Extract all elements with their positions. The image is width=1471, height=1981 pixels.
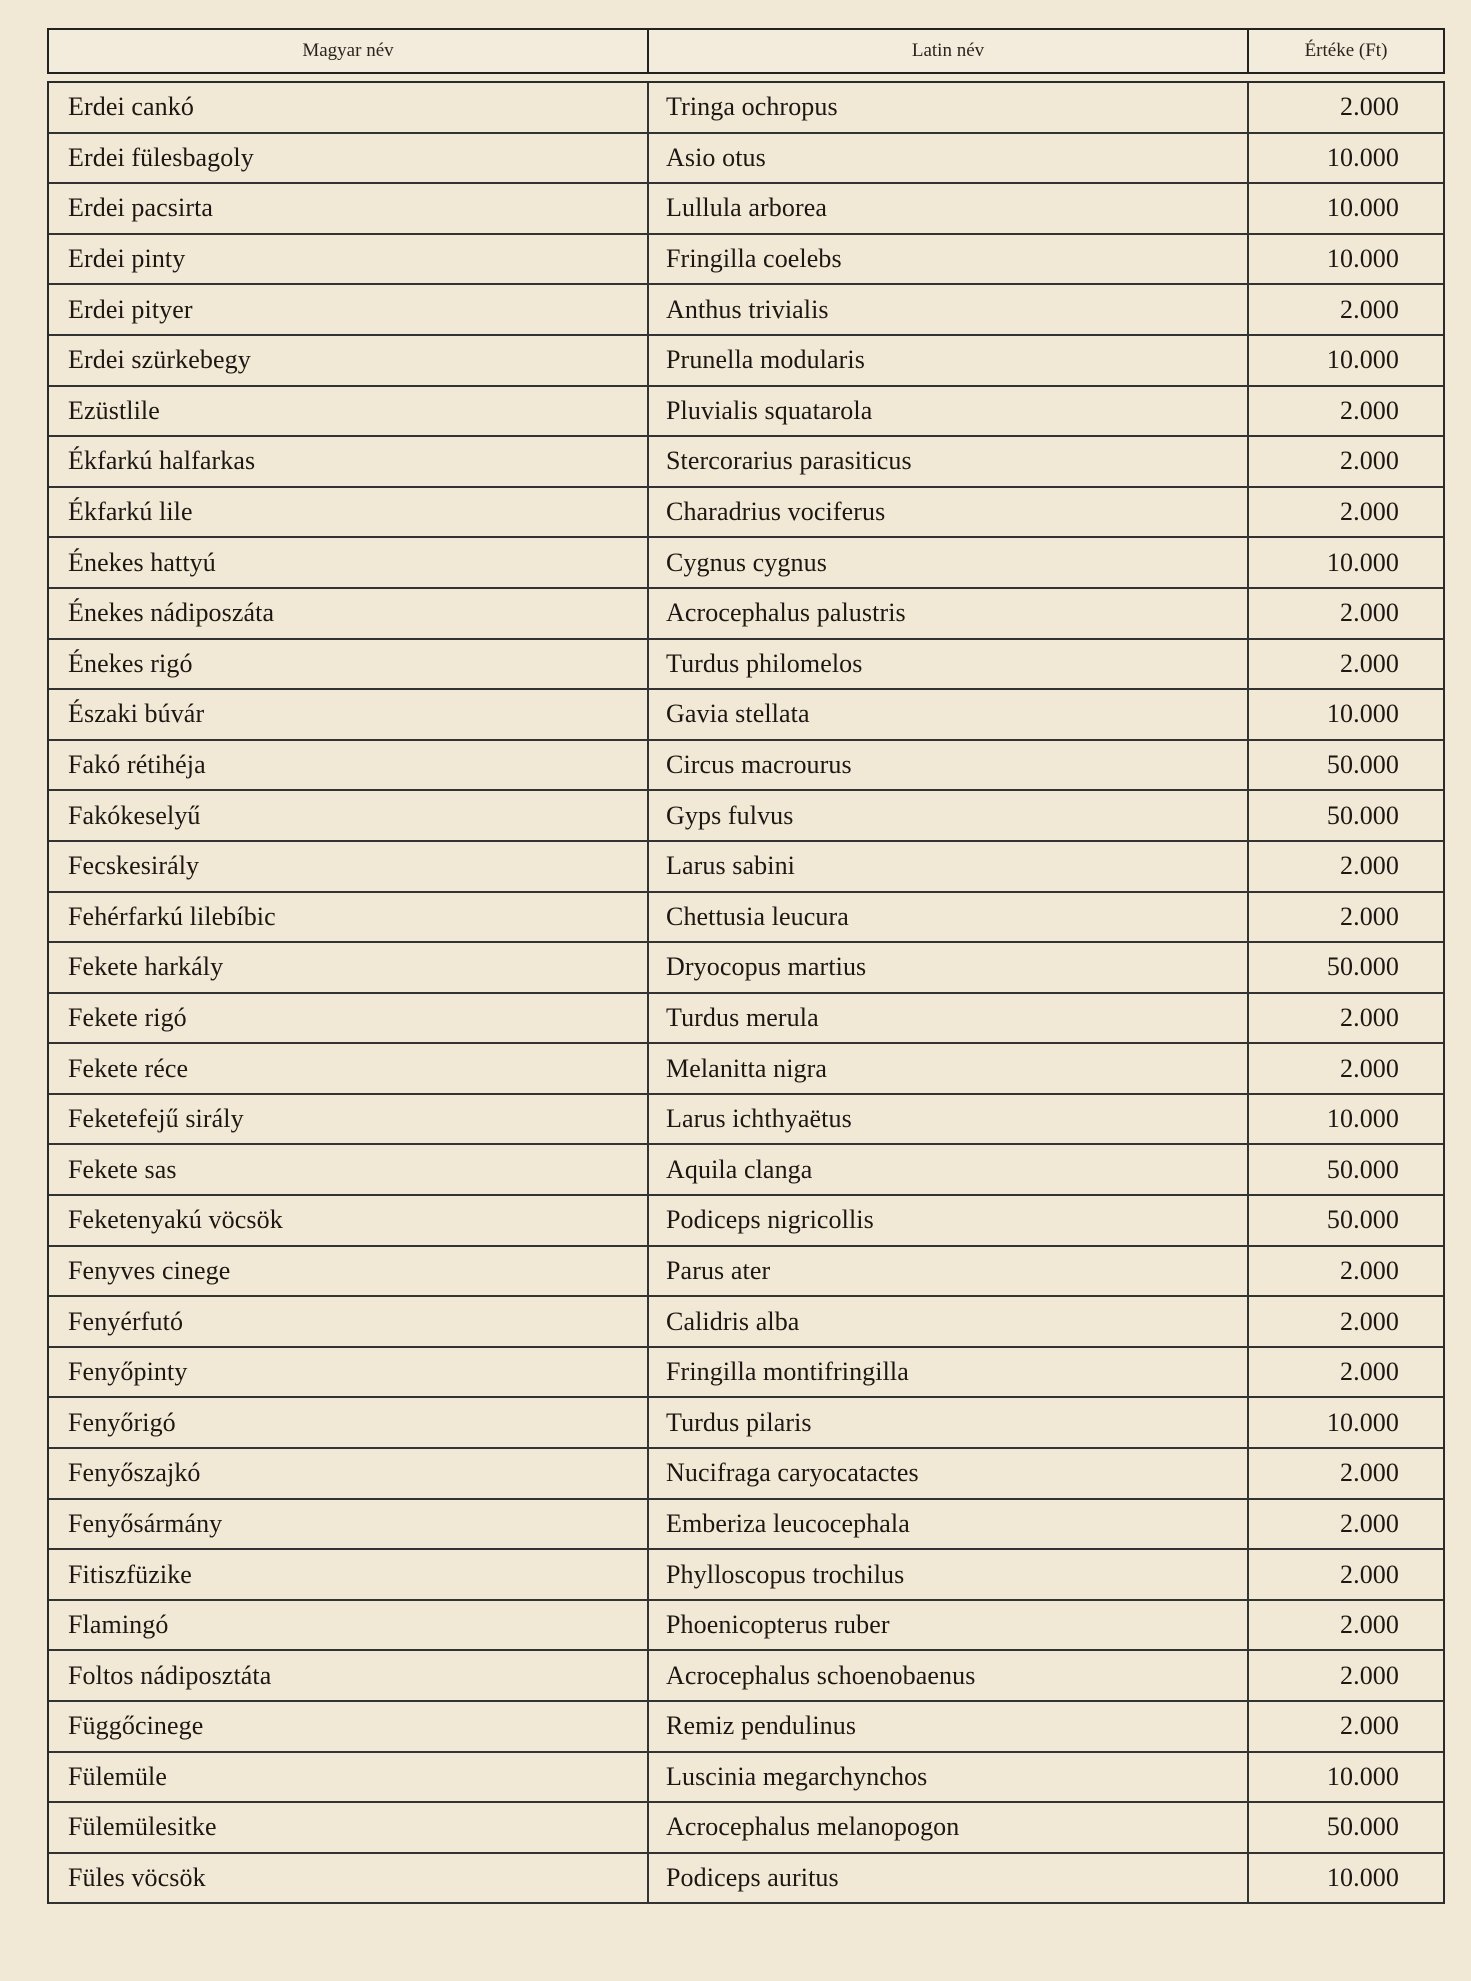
- table-row: [49, 1247, 1443, 1298]
- hungarian-name-cell: Énekes nádiposzáta: [68, 598, 275, 628]
- value-cell: 2.000: [1247, 1247, 1443, 1296]
- table-row: [49, 488, 1443, 539]
- value-cell: 10.000: [1247, 1095, 1443, 1144]
- hungarian-name-cell: Fekete sas: [68, 1154, 177, 1184]
- latin-name-cell: Stercorarius parasiticus: [647, 437, 1247, 486]
- table-row: [49, 1500, 1443, 1551]
- hungarian-name-cell: Ezüstlile: [68, 395, 160, 425]
- hungarian-name-cell: Feketefejű sirály: [68, 1104, 244, 1134]
- hungarian-name-cell: Füles vöcsök: [68, 1863, 206, 1893]
- value-cell: 2.000: [1247, 437, 1443, 486]
- value-cell: 2.000: [1247, 1297, 1443, 1346]
- table-row: [49, 1651, 1443, 1702]
- value-cell: 10.000: [1247, 1753, 1443, 1802]
- hungarian-name-cell: Ékfarkú lile: [68, 497, 193, 527]
- latin-name-cell: Podiceps nigricollis: [647, 1196, 1247, 1245]
- table-row: [49, 842, 1443, 893]
- value-cell: 50.000: [1247, 1196, 1443, 1245]
- hungarian-name-cell: Fenyves cinege: [68, 1255, 231, 1285]
- value-cell: 2.000: [1247, 1702, 1443, 1751]
- latin-name-cell: Acrocephalus schoenobaenus: [647, 1651, 1247, 1700]
- latin-name-cell: Larus ichthyaëtus: [647, 1095, 1247, 1144]
- hungarian-name-cell: Fakókeselyű: [68, 800, 201, 830]
- table-row: [49, 690, 1443, 741]
- value-cell: 2.000: [1247, 1651, 1443, 1700]
- latin-name-cell: Turdus merula: [647, 994, 1247, 1043]
- hungarian-name-cell: Erdei pityer: [68, 294, 193, 324]
- table-row: [49, 1753, 1443, 1804]
- latin-name-cell: Gavia stellata: [647, 690, 1247, 739]
- value-cell: 2.000: [1247, 842, 1443, 891]
- value-cell: 10.000: [1247, 336, 1443, 385]
- hungarian-name-cell: Fülemülesitke: [68, 1812, 217, 1842]
- value-cell: 10.000: [1247, 134, 1443, 183]
- latin-name-cell: Acrocephalus melanopogon: [647, 1803, 1247, 1852]
- hungarian-name-cell: Fenyősármány: [68, 1508, 223, 1538]
- hungarian-name-cell: Erdei pinty: [68, 244, 186, 274]
- value-cell: 2.000: [1247, 285, 1443, 334]
- latin-name-cell: Turdus pilaris: [647, 1398, 1247, 1447]
- hungarian-name-cell: Fenyérfutó: [68, 1306, 184, 1336]
- hungarian-name-cell: Fenyőrigó: [68, 1407, 176, 1437]
- latin-name-cell: Phoenicopterus ruber: [647, 1601, 1247, 1650]
- table-row: [49, 1803, 1443, 1854]
- table-row: [49, 1196, 1443, 1247]
- value-cell: 10.000: [1247, 538, 1443, 587]
- table-row: [49, 1601, 1443, 1652]
- value-cell: 50.000: [1247, 1145, 1443, 1194]
- latin-name-cell: Larus sabini: [647, 842, 1247, 891]
- table-row: [49, 893, 1443, 944]
- latin-name-cell: Dryocopus martius: [647, 943, 1247, 992]
- hungarian-name-cell: Fenyőpinty: [68, 1357, 188, 1387]
- value-cell: 2.000: [1247, 994, 1443, 1043]
- table-row: [49, 640, 1443, 691]
- latin-name-cell: Phylloscopus trochilus: [647, 1550, 1247, 1599]
- value-cell: 2.000: [1247, 83, 1443, 132]
- value-cell: 2.000: [1247, 1550, 1443, 1599]
- latin-name-cell: Anthus trivialis: [647, 285, 1247, 334]
- value-cell: 50.000: [1247, 791, 1443, 840]
- table-row: [49, 1145, 1443, 1196]
- hungarian-name-cell: Erdei pacsirta: [68, 193, 214, 223]
- table-row: [49, 336, 1443, 387]
- hungarian-name-cell: Fehérfarkú lilebíbic: [68, 901, 276, 931]
- hungarian-name-cell: Ékfarkú halfarkas: [68, 446, 256, 476]
- table-row: [49, 285, 1443, 336]
- hungarian-name-cell: Fecskesirály: [68, 851, 200, 881]
- value-cell: 10.000: [1247, 235, 1443, 284]
- table-row: [49, 1297, 1443, 1348]
- table-row: [49, 1449, 1443, 1500]
- latin-name-cell: Fringilla coelebs: [647, 235, 1247, 284]
- latin-name-cell: Melanitta nigra: [647, 1044, 1247, 1093]
- latin-name-cell: Emberiza leucocephala: [647, 1500, 1247, 1549]
- value-cell: 2.000: [1247, 1500, 1443, 1549]
- value-cell: 10.000: [1247, 1398, 1443, 1447]
- value-cell: 50.000: [1247, 1803, 1443, 1852]
- hungarian-name-cell: Fekete rigó: [68, 1002, 187, 1032]
- latin-name-cell: Gyps fulvus: [647, 791, 1247, 840]
- hungarian-name-cell: Fenyőszajkó: [68, 1458, 201, 1488]
- hungarian-name-cell: Fekete réce: [68, 1053, 189, 1083]
- hungarian-name-cell: Fitiszfüzike: [68, 1559, 192, 1589]
- table-row: [49, 791, 1443, 842]
- latin-name-cell: Parus ater: [647, 1247, 1247, 1296]
- value-cell: 10.000: [1247, 1854, 1443, 1903]
- hungarian-name-cell: Fekete harkály: [68, 952, 224, 982]
- species-table: [47, 81, 1445, 1904]
- table-row: [49, 1550, 1443, 1601]
- table-row: [49, 589, 1443, 640]
- hungarian-name-cell: Függőcinege: [68, 1711, 204, 1741]
- hungarian-name-cell: Erdei fülesbagoly: [68, 142, 254, 172]
- hungarian-name-cell: Fakó rétihéja: [68, 750, 206, 780]
- table-row: [49, 134, 1443, 185]
- hungarian-name-cell: Flamingó: [68, 1610, 169, 1640]
- latin-name-cell: Tringa ochropus: [647, 83, 1247, 132]
- latin-name-cell: Prunella modularis: [647, 336, 1247, 385]
- hungarian-name-cell: Erdei szürkebegy: [68, 345, 251, 375]
- table-row: [49, 1044, 1443, 1095]
- header-value: Értéke (Ft): [1247, 30, 1443, 72]
- latin-name-cell: Cygnus cygnus: [647, 538, 1247, 587]
- table-row: [49, 1854, 1443, 1905]
- table-row: [49, 1095, 1443, 1146]
- table-row: [49, 741, 1443, 792]
- table-row: [49, 994, 1443, 1045]
- value-cell: 50.000: [1247, 943, 1443, 992]
- table-row: [49, 437, 1443, 488]
- table-header: [47, 28, 1445, 74]
- table-row: [49, 1348, 1443, 1399]
- value-cell: 2.000: [1247, 1348, 1443, 1397]
- latin-name-cell: Luscinia megarchynchos: [647, 1753, 1247, 1802]
- value-cell: 50.000: [1247, 741, 1443, 790]
- table-row: [49, 83, 1443, 134]
- header-latin-name: Latin név: [647, 30, 1247, 72]
- value-cell: 2.000: [1247, 893, 1443, 942]
- value-cell: 2.000: [1247, 1044, 1443, 1093]
- latin-name-cell: Charadrius vociferus: [647, 488, 1247, 537]
- header-hungarian-name: Magyar név: [302, 40, 394, 61]
- value-cell: 10.000: [1247, 184, 1443, 233]
- latin-name-cell: Aquila clanga: [647, 1145, 1247, 1194]
- value-cell: 2.000: [1247, 640, 1443, 689]
- value-cell: 2.000: [1247, 589, 1443, 638]
- table-row: [49, 1702, 1443, 1753]
- hungarian-name-cell: Fülemüle: [68, 1761, 168, 1791]
- latin-name-cell: Remiz pendulinus: [647, 1702, 1247, 1751]
- latin-name-cell: Calidris alba: [647, 1297, 1247, 1346]
- latin-name-cell: Chettusia leucura: [647, 893, 1247, 942]
- hungarian-name-cell: Foltos nádiposztáta: [68, 1660, 272, 1690]
- hungarian-name-cell: Erdei cankó: [68, 92, 194, 122]
- latin-name-cell: Podiceps auritus: [647, 1854, 1247, 1903]
- latin-name-cell: Lullula arborea: [647, 184, 1247, 233]
- latin-name-cell: Fringilla montifringilla: [647, 1348, 1247, 1397]
- table-row: [49, 943, 1443, 994]
- hungarian-name-cell: Énekes rigó: [68, 648, 193, 678]
- value-cell: 2.000: [1247, 1601, 1443, 1650]
- table-row: [49, 538, 1443, 589]
- table-row: [49, 387, 1443, 438]
- latin-name-cell: Asio otus: [647, 134, 1247, 183]
- hungarian-name-cell: Északi búvár: [68, 699, 205, 729]
- value-cell: 2.000: [1247, 1449, 1443, 1498]
- latin-name-cell: Acrocephalus palustris: [647, 589, 1247, 638]
- table-row: [49, 184, 1443, 235]
- value-cell: 10.000: [1247, 690, 1443, 739]
- hungarian-name-cell: Énekes hattyú: [68, 547, 216, 577]
- latin-name-cell: Nucifraga caryocatactes: [647, 1449, 1247, 1498]
- latin-name-cell: Circus macrourus: [647, 741, 1247, 790]
- latin-name-cell: Turdus philomelos: [647, 640, 1247, 689]
- value-cell: 2.000: [1247, 387, 1443, 436]
- value-cell: 2.000: [1247, 488, 1443, 537]
- latin-name-cell: Pluvialis squatarola: [647, 387, 1247, 436]
- hungarian-name-cell: Feketenyakú vöcsök: [68, 1205, 283, 1235]
- table-row: [49, 235, 1443, 286]
- table-row: [49, 1398, 1443, 1449]
